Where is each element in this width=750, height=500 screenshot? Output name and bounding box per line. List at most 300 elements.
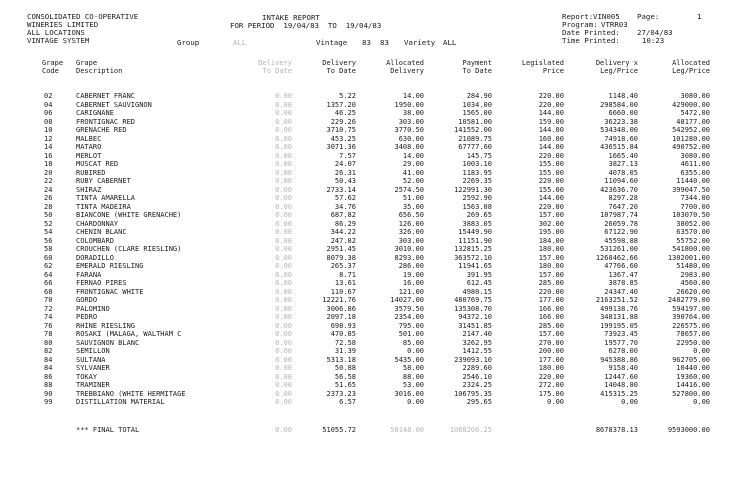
cell-code: 02 bbox=[44, 92, 53, 100]
report-id: VIN005 bbox=[593, 12, 620, 21]
cell-c9: 0.00 bbox=[693, 398, 710, 406]
table-row bbox=[0, 262, 750, 271]
cell-c5: 0.00 bbox=[407, 347, 424, 355]
cell-c7: 220.00 bbox=[538, 372, 564, 381]
company-line-1: CONSOLIDATED CO-OPERATIVE bbox=[27, 12, 139, 21]
cell-c6: 106795.35 bbox=[454, 389, 492, 398]
cell-c6: 122991.30 bbox=[454, 185, 492, 194]
cell-c8: 11094.60 bbox=[604, 177, 638, 185]
date-printed-label: Date Printed: bbox=[562, 28, 620, 37]
cell-c4: 698.93 bbox=[330, 321, 356, 330]
cell-c4: 3071.36 bbox=[326, 143, 356, 151]
cell-c5: 58.00 bbox=[402, 364, 424, 372]
table-row bbox=[0, 330, 750, 339]
cell-c4: 31.39 bbox=[334, 347, 356, 355]
final-total-c5: 56148.00 bbox=[390, 426, 424, 434]
cell-c5: 3770.50 bbox=[394, 126, 424, 134]
cell-c6: 295.65 bbox=[466, 398, 492, 406]
cell-c7: 144.00 bbox=[538, 143, 564, 151]
cell-c5: 3408.00 bbox=[394, 143, 424, 151]
cell-c8: 945388.86 bbox=[600, 355, 638, 364]
cell-c7: 155.00 bbox=[538, 168, 564, 177]
cell-c4: 56.58 bbox=[334, 372, 356, 381]
col-header-c5-1: Allocated bbox=[386, 59, 424, 67]
cell-c6: 2546.10 bbox=[462, 372, 492, 381]
final-total-c3: 0.00 bbox=[275, 426, 292, 434]
cell-c4: 86.29 bbox=[334, 219, 356, 228]
cell-c9: 63570.00 bbox=[676, 228, 710, 236]
table-row bbox=[0, 152, 750, 161]
cell-c8: 1148.40 bbox=[608, 92, 638, 100]
cell-c3: 0.00 bbox=[275, 211, 292, 219]
group-value: ALL bbox=[233, 38, 247, 47]
cell-code: 26 bbox=[44, 194, 53, 202]
cell-code: 70 bbox=[44, 296, 53, 304]
cell-c4: 7.57 bbox=[339, 151, 356, 160]
cell-code: 20 bbox=[44, 168, 53, 177]
cell-c8: 19577.70 bbox=[604, 338, 638, 347]
cell-c8: 26059.78 bbox=[604, 219, 638, 228]
cell-c7: 175.00 bbox=[538, 389, 564, 398]
col-header-c7-2: Price bbox=[542, 67, 564, 75]
cell-c7: 180.00 bbox=[538, 262, 564, 270]
page-label: Page: bbox=[637, 12, 660, 21]
cell-c5: 286.00 bbox=[398, 262, 424, 270]
report-id-label: Report: bbox=[562, 12, 594, 21]
table-row bbox=[0, 186, 750, 195]
cell-c7: 144.00 bbox=[538, 109, 564, 117]
col-header-c6-2: To Date bbox=[462, 67, 492, 75]
cell-c4: 5313.18 bbox=[326, 355, 356, 364]
cell-c4: 34.76 bbox=[334, 202, 356, 211]
cell-c4: 229.26 bbox=[330, 117, 356, 126]
cell-c7: 155.00 bbox=[538, 185, 564, 194]
program-id: VTRR03 bbox=[601, 20, 628, 29]
cell-c4: 57.62 bbox=[334, 194, 356, 202]
final-total-c8: 8678378.13 bbox=[595, 426, 638, 434]
cell-c9: 2983.00 bbox=[680, 270, 710, 279]
col-header-c3-1: Delivery bbox=[258, 59, 292, 67]
cell-c5: 14027.00 bbox=[390, 296, 424, 304]
cell-c8: 423636.70 bbox=[600, 185, 638, 194]
cell-c3: 0.00 bbox=[275, 202, 292, 211]
col-header-c9-2: Leg/Price bbox=[672, 67, 710, 75]
col-header-c7-1: Legislated bbox=[521, 59, 564, 67]
company-line-4: VINTAGE SYSTEM bbox=[27, 36, 90, 45]
cell-c7: 200.00 bbox=[538, 347, 564, 355]
cell-desc: SEMILLON bbox=[76, 347, 110, 355]
cell-c4: 72.58 bbox=[334, 338, 356, 347]
cell-c4: 2097.18 bbox=[326, 313, 356, 321]
cell-c6: 1003.10 bbox=[462, 160, 492, 168]
cell-c3: 0.00 bbox=[275, 92, 292, 100]
cell-code: 90 bbox=[44, 389, 53, 398]
cell-c9: 55752.00 bbox=[676, 236, 710, 245]
cell-c8: 531261.00 bbox=[600, 245, 638, 253]
cell-code: 52 bbox=[44, 219, 53, 228]
cell-c5: 35.00 bbox=[402, 202, 424, 211]
table-row bbox=[0, 288, 750, 297]
cell-desc: SYLVANER bbox=[76, 364, 110, 372]
cell-c7: 159.00 bbox=[538, 117, 564, 126]
cell-code: 78 bbox=[44, 330, 53, 338]
cell-c9: 962705.00 bbox=[672, 355, 710, 364]
cell-c3: 0.00 bbox=[275, 296, 292, 304]
cell-c3: 0.00 bbox=[275, 219, 292, 228]
cell-c9: 38052.00 bbox=[676, 219, 710, 228]
cell-c3: 0.00 bbox=[275, 381, 292, 389]
final-total-c6: 1068206.25 bbox=[449, 426, 492, 434]
cell-c8: 415315.25 bbox=[600, 389, 638, 398]
cell-c4: 1357.20 bbox=[326, 100, 356, 109]
cell-c7: 272.00 bbox=[538, 381, 564, 389]
cell-c9: 26620.00 bbox=[676, 287, 710, 296]
cell-code: 82 bbox=[44, 347, 53, 355]
cell-c3: 0.00 bbox=[275, 313, 292, 321]
cell-code: 62 bbox=[44, 262, 53, 270]
cell-c5: 795.00 bbox=[398, 321, 424, 330]
cell-code: 08 bbox=[44, 117, 53, 126]
cell-c4: 2951.45 bbox=[326, 245, 356, 253]
cell-c5: 16.00 bbox=[402, 279, 424, 287]
cell-c5: 29.00 bbox=[402, 160, 424, 168]
table-row bbox=[0, 194, 750, 203]
cell-desc: TINTA MADEIRA bbox=[76, 202, 131, 211]
cell-c3: 0.00 bbox=[275, 143, 292, 151]
cell-c9: 6355.00 bbox=[680, 168, 710, 177]
cell-c3: 0.00 bbox=[275, 134, 292, 143]
cell-c8: 0.00 bbox=[621, 398, 638, 406]
cell-c6: 3262.95 bbox=[462, 338, 492, 347]
cell-c3: 0.00 bbox=[275, 109, 292, 117]
col-header-desc-1: Grape bbox=[76, 59, 98, 67]
cell-code: 10 bbox=[44, 126, 53, 134]
cell-c6: 94372.10 bbox=[458, 313, 492, 321]
cell-desc: COLOMBARD bbox=[76, 236, 114, 245]
cell-c5: 52.00 bbox=[402, 177, 424, 185]
cell-c4: 12221.76 bbox=[322, 296, 356, 304]
col-header-c4-1: Delivery bbox=[322, 59, 356, 67]
cell-desc: MATARO bbox=[76, 143, 102, 151]
cell-c8: 36223.38 bbox=[604, 117, 638, 126]
cell-c4: 2373.23 bbox=[326, 389, 356, 398]
table-row bbox=[0, 356, 750, 365]
cell-c6: 4980.15 bbox=[462, 287, 492, 296]
table-row bbox=[0, 245, 750, 254]
cell-c6: 284.90 bbox=[466, 92, 492, 100]
cell-c6: 2592.90 bbox=[462, 194, 492, 202]
cell-desc: CARIGNANE bbox=[76, 109, 114, 117]
cell-c8: 67122.90 bbox=[604, 228, 638, 236]
cell-c3: 0.00 bbox=[275, 168, 292, 177]
cell-code: 64 bbox=[44, 270, 53, 279]
cell-c8: 298584.00 bbox=[600, 100, 638, 109]
table-row bbox=[0, 228, 750, 237]
cell-c4: 26.31 bbox=[334, 168, 356, 177]
intake-table bbox=[0, 92, 750, 407]
table-row bbox=[0, 203, 750, 212]
cell-c8: 14048.80 bbox=[604, 381, 638, 389]
cell-desc: DORADILLO bbox=[76, 253, 114, 262]
cell-c9: 3080.00 bbox=[680, 92, 710, 100]
cell-desc: TINTA AMARELLA bbox=[76, 194, 136, 202]
cell-c9: 5472.00 bbox=[680, 109, 710, 117]
cell-desc: CHENIN BLANC bbox=[76, 228, 127, 236]
final-total-c9: 9593000.00 bbox=[667, 426, 710, 434]
cell-code: 28 bbox=[44, 202, 53, 211]
cell-c6: 31451.85 bbox=[458, 321, 492, 330]
cell-c3: 0.00 bbox=[275, 262, 292, 270]
cell-c4: 46.25 bbox=[334, 109, 356, 117]
table-row bbox=[0, 109, 750, 118]
cell-c6: 1412.55 bbox=[462, 347, 492, 355]
cell-c6: 11151.90 bbox=[458, 236, 492, 245]
table-row bbox=[0, 322, 750, 331]
cell-c8: 499138.76 bbox=[600, 304, 638, 313]
cell-c4: 470.85 bbox=[330, 330, 356, 338]
program-label: Program: bbox=[562, 20, 598, 29]
table-row bbox=[0, 101, 750, 110]
cell-c6: 480769.75 bbox=[454, 296, 492, 304]
cell-c8: 6660.00 bbox=[608, 109, 638, 117]
col-header-c8-1: Delivery x bbox=[595, 59, 638, 67]
cell-c5: 303.00 bbox=[398, 117, 424, 126]
cell-c3: 0.00 bbox=[275, 304, 292, 313]
cell-c3: 0.00 bbox=[275, 347, 292, 355]
cell-c3: 0.00 bbox=[275, 151, 292, 160]
cell-c9: 4611.00 bbox=[680, 160, 710, 168]
cell-code: 86 bbox=[44, 372, 53, 381]
cell-c8: 9158.40 bbox=[608, 364, 638, 372]
cell-c9: 7344.00 bbox=[680, 194, 710, 202]
table-row bbox=[0, 347, 750, 356]
cell-c9: 103070.50 bbox=[672, 211, 710, 219]
cell-code: 50 bbox=[44, 211, 53, 219]
cell-c7: 302.00 bbox=[538, 219, 564, 228]
cell-c5: 1950.00 bbox=[394, 100, 424, 109]
cell-desc: CROUCHEN (CLARE RIESLING) bbox=[76, 245, 182, 253]
cell-c7: 144.00 bbox=[538, 126, 564, 134]
cell-desc: CABERNET FRANC bbox=[76, 92, 136, 100]
cell-c4: 8079.38 bbox=[326, 253, 356, 262]
cell-c6: 10581.00 bbox=[458, 117, 492, 126]
table-row bbox=[0, 143, 750, 152]
cell-c9: 399047.50 bbox=[672, 185, 710, 194]
report-period: FOR PERIOD 19/04/83 TO 19/04/83 bbox=[230, 21, 382, 30]
cell-c7: 270.00 bbox=[538, 338, 564, 347]
report-title: INTAKE REPORT bbox=[262, 13, 320, 22]
cell-code: 58 bbox=[44, 245, 53, 253]
cell-c7: 160.00 bbox=[538, 134, 564, 143]
cell-code: 60 bbox=[44, 253, 53, 262]
cell-c3: 0.00 bbox=[275, 185, 292, 194]
cell-c5: 8293.00 bbox=[394, 253, 424, 262]
cell-c3: 0.00 bbox=[275, 126, 292, 134]
cell-c6: 132815.25 bbox=[454, 245, 492, 253]
cell-c8: 73923.45 bbox=[604, 330, 638, 338]
group-label: Group bbox=[177, 38, 200, 47]
cell-c8: 1665.40 bbox=[608, 151, 638, 160]
table-row bbox=[0, 220, 750, 229]
cell-c3: 0.00 bbox=[275, 253, 292, 262]
cell-c6: 2147.40 bbox=[462, 330, 492, 338]
cell-code: 84 bbox=[44, 355, 53, 364]
cell-desc: MALBEC bbox=[76, 134, 102, 143]
cell-code: 56 bbox=[44, 236, 53, 245]
cell-c3: 0.00 bbox=[275, 389, 292, 398]
cell-desc: GORDO bbox=[76, 296, 98, 304]
cell-c9: 3080.00 bbox=[680, 151, 710, 160]
cell-c3: 0.00 bbox=[275, 338, 292, 347]
cell-c4: 3710.75 bbox=[326, 126, 356, 134]
cell-c8: 3827.13 bbox=[608, 160, 638, 168]
cell-c3: 0.00 bbox=[275, 355, 292, 364]
col-header-code-2: Code bbox=[42, 67, 59, 75]
cell-c3: 0.00 bbox=[275, 372, 292, 381]
cell-c8: 348131.88 bbox=[600, 313, 638, 321]
cell-desc: FRONTIGNAC WHITE bbox=[76, 287, 144, 296]
cell-c9: 594197.00 bbox=[672, 304, 710, 313]
final-total-label: *** FINAL TOTAL bbox=[76, 426, 140, 434]
cell-c4: 50.88 bbox=[334, 364, 356, 372]
table-row bbox=[0, 271, 750, 280]
cell-code: 24 bbox=[44, 185, 53, 194]
cell-c9: 4560.00 bbox=[680, 279, 710, 287]
cell-code: 04 bbox=[44, 100, 53, 109]
cell-desc: FRONTIGNAC RED bbox=[76, 117, 136, 126]
table-row bbox=[0, 177, 750, 186]
cell-c9: 11440.00 bbox=[676, 177, 710, 185]
cell-c5: 630.00 bbox=[398, 134, 424, 143]
cell-c4: 13.61 bbox=[334, 279, 356, 287]
vintage-to: 83 bbox=[380, 38, 389, 47]
cell-c3: 0.00 bbox=[275, 160, 292, 168]
cell-c7: 157.00 bbox=[538, 211, 564, 219]
cell-c8: 74918.60 bbox=[604, 134, 638, 143]
cell-c8: 47766.60 bbox=[604, 262, 638, 270]
cell-c5: 14.00 bbox=[402, 151, 424, 160]
table-row bbox=[0, 169, 750, 178]
table-row bbox=[0, 296, 750, 305]
cell-c8: 6278.00 bbox=[608, 347, 638, 355]
cell-c6: 363572.10 bbox=[454, 253, 492, 262]
cell-c8: 8297.28 bbox=[608, 194, 638, 202]
cell-desc: FARANA bbox=[76, 270, 102, 279]
cell-c8: 7647.20 bbox=[608, 202, 638, 211]
cell-c9: 390764.00 bbox=[672, 313, 710, 321]
cell-desc: BIANCONE (WHITE GRENACHE) bbox=[76, 211, 182, 219]
cell-c5: 121.00 bbox=[398, 287, 424, 296]
cell-c9: 14416.00 bbox=[676, 381, 710, 389]
cell-c5: 3010.00 bbox=[394, 245, 424, 253]
cell-c6: 11941.65 bbox=[458, 262, 492, 270]
col-header-c3-2: To Date bbox=[262, 67, 292, 75]
cell-c6: 1183.95 bbox=[462, 168, 492, 177]
cell-c8: 1268462.66 bbox=[595, 253, 638, 262]
cell-c7: 166.00 bbox=[538, 313, 564, 321]
cell-code: 84 bbox=[44, 364, 53, 372]
company-line-3: ALL LOCATIONS bbox=[27, 28, 85, 37]
cell-c3: 0.00 bbox=[275, 330, 292, 338]
cell-c5: 5435.00 bbox=[394, 355, 424, 364]
cell-c5: 126.00 bbox=[398, 219, 424, 228]
cell-c3: 0.00 bbox=[275, 177, 292, 185]
cell-c8: 436515.84 bbox=[600, 143, 638, 151]
cell-code: 76 bbox=[44, 321, 53, 330]
cell-c5: 53.00 bbox=[402, 381, 424, 389]
cell-c6: 269.65 bbox=[466, 211, 492, 219]
cell-desc: EMERALD RIESLING bbox=[76, 262, 144, 270]
cell-c7: 220.00 bbox=[538, 151, 564, 160]
cell-c4: 344.22 bbox=[330, 228, 356, 236]
cell-c4: 51.65 bbox=[334, 381, 356, 389]
cell-c8: 4078.05 bbox=[608, 168, 638, 177]
cell-c5: 51.00 bbox=[402, 194, 424, 202]
cell-c5: 88.00 bbox=[402, 372, 424, 381]
cell-c7: 177.00 bbox=[538, 296, 564, 304]
col-header-c8-2: Leg/Price bbox=[600, 67, 638, 75]
table-row bbox=[0, 160, 750, 169]
cell-c9: 542952.00 bbox=[672, 126, 710, 134]
cell-code: 72 bbox=[44, 304, 53, 313]
cell-c9: 19360.00 bbox=[676, 372, 710, 381]
table-row bbox=[0, 313, 750, 322]
cell-code: 88 bbox=[44, 381, 53, 389]
cell-code: 74 bbox=[44, 313, 53, 321]
cell-c9: 101280.00 bbox=[672, 134, 710, 143]
cell-c4: 110.67 bbox=[330, 287, 356, 296]
cell-code: 99 bbox=[44, 398, 53, 406]
cell-c5: 326.00 bbox=[398, 228, 424, 236]
cell-c8: 24347.40 bbox=[604, 287, 638, 296]
cell-c6: 1563.08 bbox=[462, 202, 492, 211]
cell-c7: 285.00 bbox=[538, 321, 564, 330]
cell-c5: 2574.50 bbox=[394, 185, 424, 194]
cell-c5: 38.00 bbox=[402, 109, 424, 117]
cell-c7: 180.00 bbox=[538, 364, 564, 372]
cell-c4: 6.57 bbox=[339, 398, 356, 406]
col-header-c5-2: Delivery bbox=[390, 67, 424, 75]
cell-c9: 527800.00 bbox=[672, 389, 710, 398]
table-row bbox=[0, 390, 750, 399]
cell-c9: 490752.00 bbox=[672, 143, 710, 151]
cell-c3: 0.00 bbox=[275, 100, 292, 109]
cell-c5: 14.00 bbox=[402, 92, 424, 100]
cell-c6: 3883.05 bbox=[462, 219, 492, 228]
cell-desc: RUBIRED bbox=[76, 168, 106, 177]
cell-c6: 2289.60 bbox=[462, 364, 492, 372]
cell-desc: TRAMINER bbox=[76, 381, 110, 389]
cell-code: 14 bbox=[44, 143, 53, 151]
cell-c3: 0.00 bbox=[275, 287, 292, 296]
cell-c9: 7700.00 bbox=[680, 202, 710, 211]
cell-c5: 501.00 bbox=[398, 330, 424, 338]
cell-desc: RHINE RIESLING bbox=[76, 321, 136, 330]
time-printed-label: Time Printed: bbox=[562, 36, 620, 45]
cell-c7: 220.00 bbox=[538, 177, 564, 185]
cell-desc: DISTILLATION MATERIAL bbox=[76, 398, 165, 406]
cell-c7: 184.00 bbox=[538, 236, 564, 245]
table-row bbox=[0, 237, 750, 246]
cell-desc: PEDRO bbox=[76, 313, 98, 321]
cell-desc: MERLOT bbox=[76, 151, 102, 160]
cell-c8: 199195.05 bbox=[600, 321, 638, 330]
cell-c3: 0.00 bbox=[275, 364, 292, 372]
cell-c8: 534348.00 bbox=[600, 126, 638, 134]
cell-c4: 5.22 bbox=[339, 92, 356, 100]
cell-c7: 155.00 bbox=[538, 160, 564, 168]
company-line-2: WINERIES LIMITED bbox=[27, 20, 99, 29]
